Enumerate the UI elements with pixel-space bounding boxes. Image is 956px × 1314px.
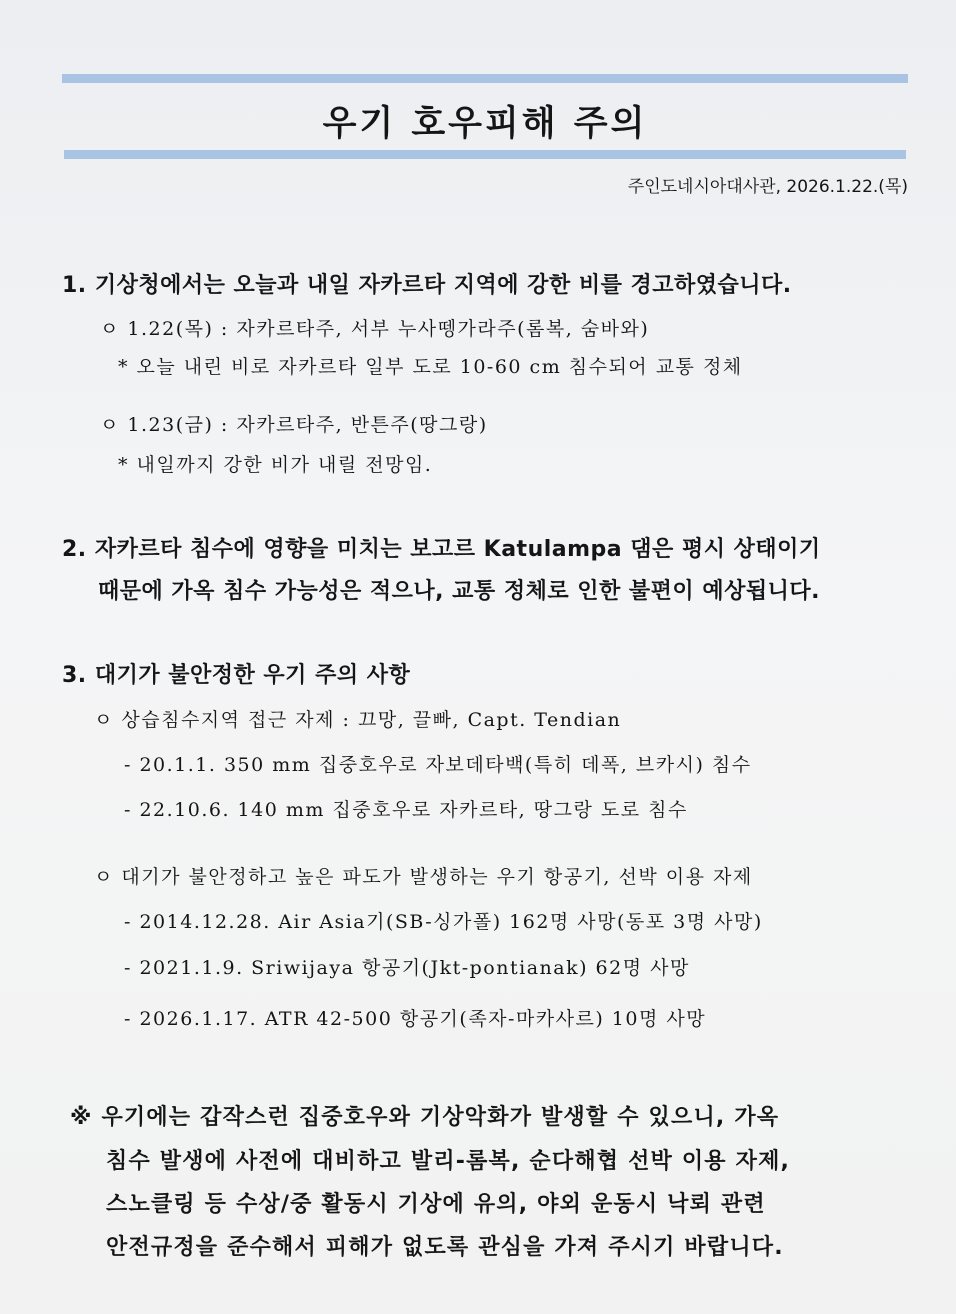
section3-heading: 3. 대기가 불안정한 우기 주의 사항 <box>62 663 411 688</box>
section3-bullet-1: ㅇ 상습침수지역 접근 자제 : 끄망, 끌빠, Capt. Tendian <box>94 709 622 731</box>
bottom-decorative-bar <box>64 150 906 159</box>
notice-line: 스노클링 등 수상/중 활동시 기상에 유의, 야외 운동시 낙뢰 관련 <box>106 1192 766 1217</box>
notice-line: 안전규정을 준수해서 피해가 없도록 관심을 가져 주시기 바랍니다. <box>106 1235 784 1260</box>
section1-bullet-2: ㅇ 1.23(금) : 자카르타주, 반튼주(땅그랑) <box>100 414 488 436</box>
section2-line-2: 때문에 가옥 침수 가능성은 적으나, 교통 정체로 인한 불편이 예상됩니다. <box>98 579 820 604</box>
notice-line: 침수 발생에 사전에 대비하고 발리-롬복, 순다해협 선박 이용 자제, <box>106 1149 791 1174</box>
section1-bullet-1-note: * 오늘 내린 비로 자카르타 일부 도로 10-60 cm 침수되어 교통 정체 <box>118 356 743 378</box>
section3-bullet-1-item: - 20.1.1. 350 mm 집중호우로 자보데타백(특히 데폭, 브카시) 침수 <box>124 754 752 776</box>
section3-bullet-2-item: - 2014.12.28. Air Asia기(SB-싱가폴) 162명 사망(동포 3명 사망) <box>124 911 763 933</box>
issuer-date: 주인도네시아대사관, 2026.1.22.(목) <box>627 177 908 197</box>
top-decorative-bar <box>62 74 908 83</box>
notice-line: ※ 우기에는 갑작스런 집중호우와 기상악화가 발생할 수 있으니, 가옥 <box>70 1105 780 1130</box>
section3-bullet-2-item: - 2026.1.17. ATR 42-500 항공기(족자-마카사르) 10명 사망 <box>124 1008 707 1030</box>
section1-bullet-2-note: * 내일까지 강한 비가 내릴 전망임. <box>118 454 433 476</box>
section3-bullet-2: ㅇ 대기가 불안정하고 높은 파도가 발생하는 우기 항공기, 선박 이용 자제 <box>94 866 753 888</box>
section2-line-1: 2. 자카르타 침수에 영향을 미치는 보고르 Katulampa 댐은 평시 상태이기 <box>62 537 821 562</box>
section3-bullet-1-item: - 22.10.6. 140 mm 집중호우로 자카르타, 땅그랑 도로 침수 <box>124 799 688 821</box>
section1-bullet-1: ㅇ 1.22(목) : 자카르타주, 서부 누사뗑가라주(롬복, 숨바와) <box>100 318 650 340</box>
section3-bullet-2-item: - 2021.1.9. Sriwijaya 항공기(Jkt-pontianak) 62명 사망 <box>124 957 690 979</box>
section1-heading: 1. 기상청에서는 오늘과 내일 자카르타 지역에 강한 비를 경고하였습니다. <box>62 273 792 298</box>
page-title: 우기 호우피해 주의 <box>322 104 648 144</box>
